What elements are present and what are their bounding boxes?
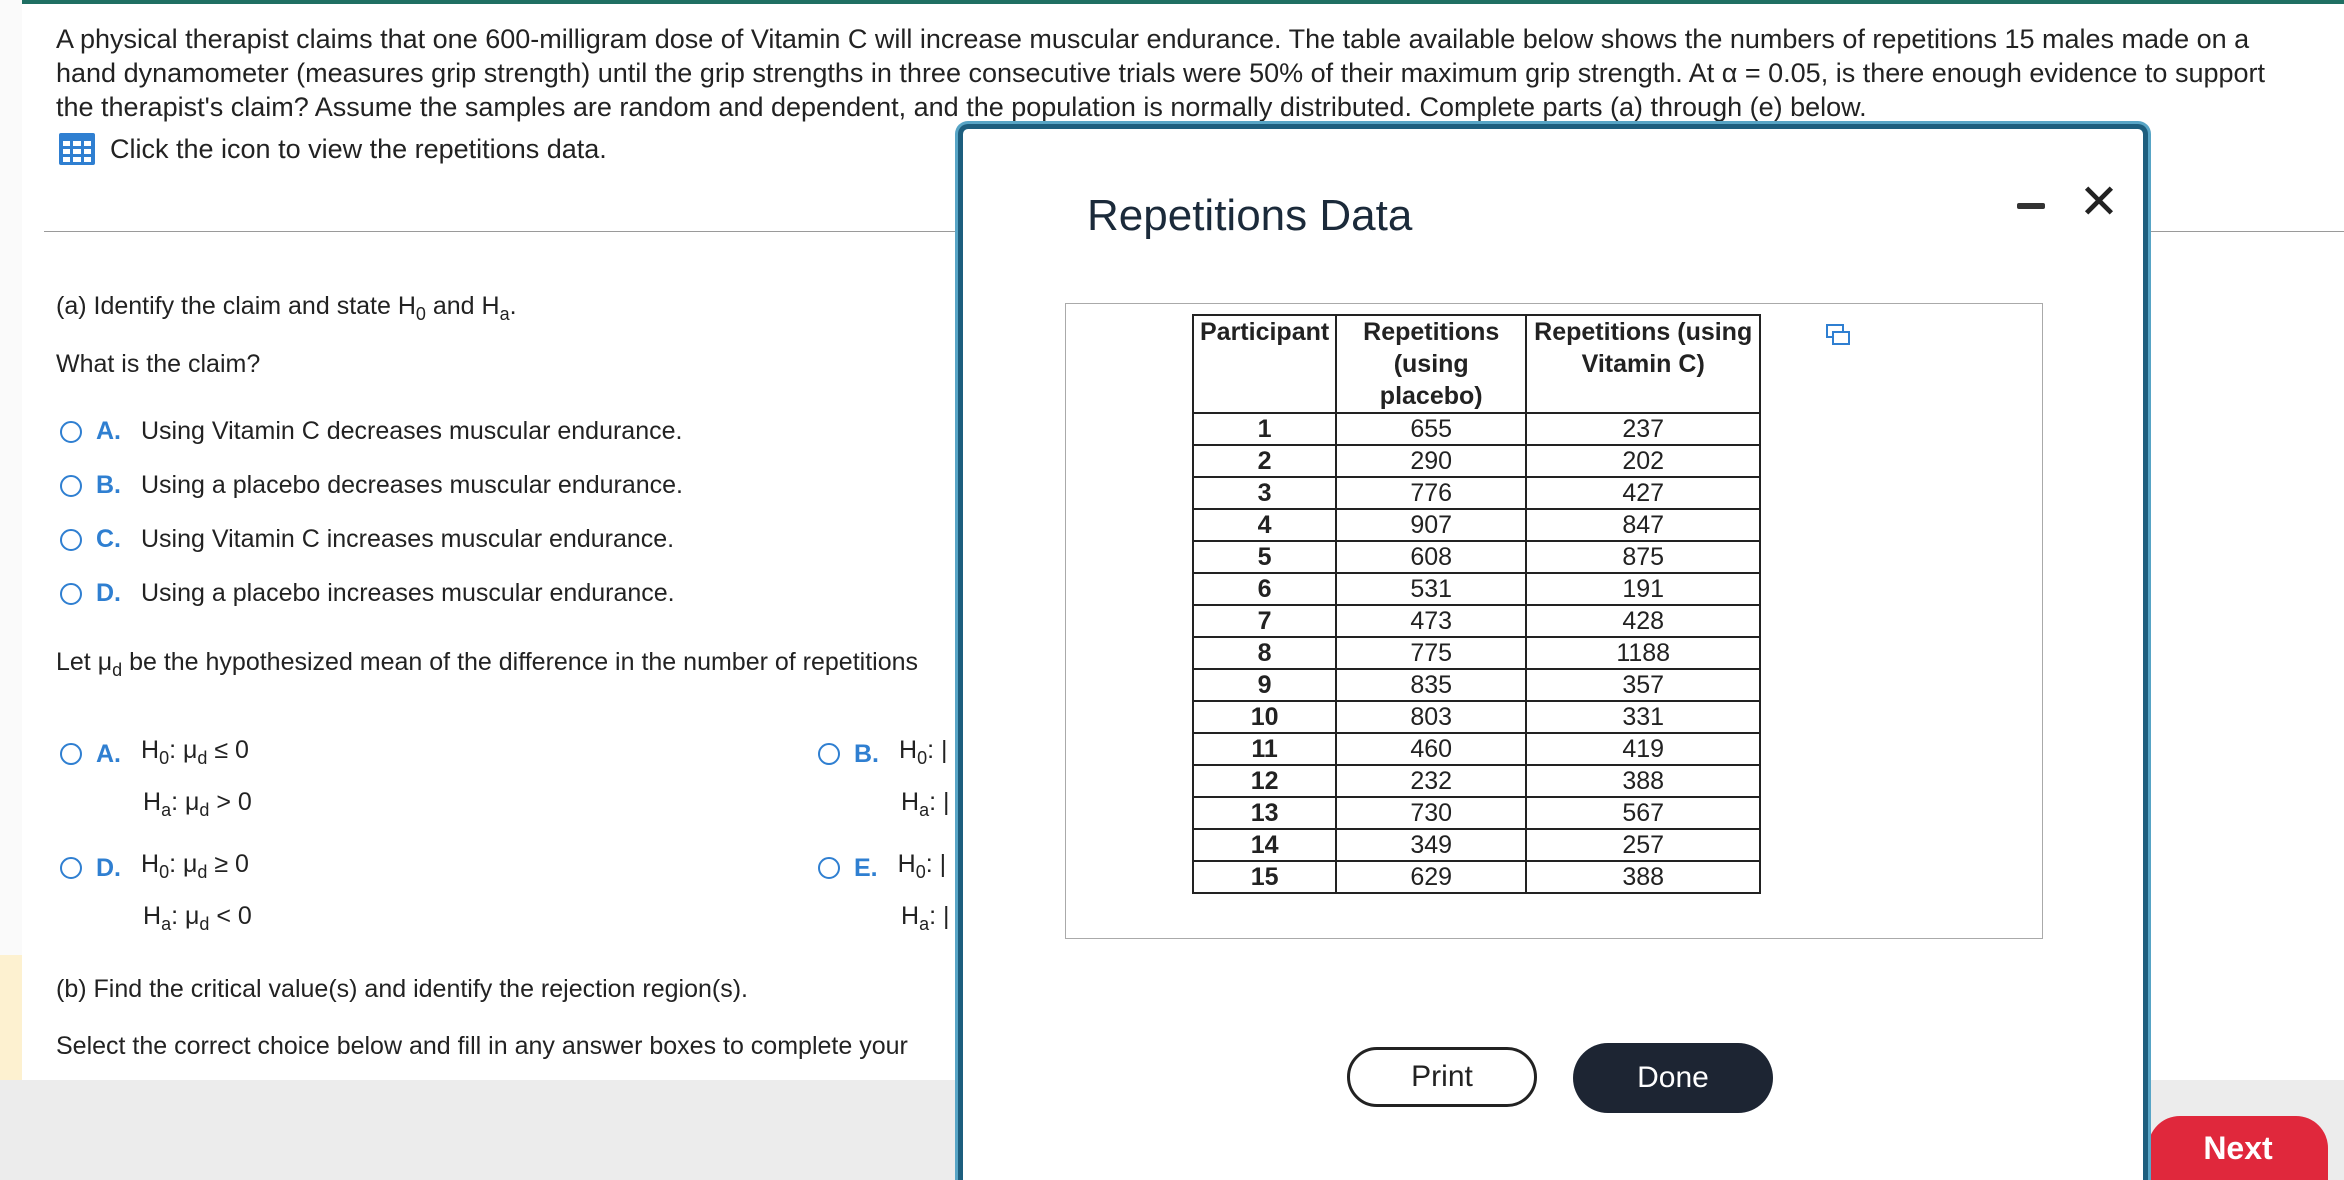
mu-symbol: μ [182, 736, 198, 764]
header-participant: Participant [1193, 315, 1336, 413]
participant-cell: 6 [1193, 573, 1336, 605]
h0-statement: $H_0$: $\mu_d \ge 0$ [141, 850, 249, 882]
participant-cell: 7 [1193, 605, 1336, 637]
participant-cell: 11 [1193, 733, 1336, 765]
part-b-heading: (b) Find the critical value(s) and identify the rejection region(s). [56, 975, 748, 1003]
radio-button[interactable] [60, 743, 82, 765]
part-a-heading: (a) Identify the claim and state $H_0$ and $H_a$. [56, 292, 517, 324]
claim-choice-a[interactable] [60, 417, 682, 446]
placebo-cell: 776 [1336, 477, 1526, 509]
table-row [1193, 829, 1760, 861]
participant-cell: 13 [1193, 797, 1336, 829]
ha-statement: $H_a$: $\mu_d > 0$ [143, 788, 252, 820]
placebo-cell: 290 [1336, 445, 1526, 477]
problem-statement: A physical therapist claims that one 600-milligram dose of Vitamin C will increase muscular endurance. The table available below shows the numbers of repetitions 15 males made on a hand dynamometer (measures grip strength) until the grip strengths in three consecutive trials were 50% of their maximum grip strength. At α = 0.05, is there enough evidence to support the therapist's claim? Assume the samples are random and dependent, and the population is normally distributed. Complete parts (a) through (e) below. [56, 24, 2266, 122]
claim-choice-c[interactable] [60, 525, 674, 554]
vitamin-c-cell: 875 [1526, 541, 1760, 573]
claim-choice-d[interactable] [60, 579, 675, 608]
placebo-cell: 730 [1336, 797, 1526, 829]
top-accent-bar [0, 0, 2344, 4]
ha-op: < 0 [209, 902, 252, 930]
vitamin-c-cell: 237 [1526, 413, 1760, 445]
claim-choice-b[interactable] [60, 471, 683, 500]
choice-letter: C. [96, 525, 121, 553]
radio-button[interactable] [60, 421, 82, 443]
choice-text: Using a placebo increases muscular endurance. [141, 579, 675, 607]
participant-cell: 15 [1193, 861, 1336, 893]
radio-button[interactable] [818, 743, 840, 765]
table-row [1193, 637, 1760, 669]
table-icon[interactable] [58, 132, 96, 166]
hyp-choice-a[interactable] [60, 728, 252, 832]
part-a-heading-text: (a) Identify the claim and state H [56, 292, 416, 320]
left-gutter-highlight [0, 955, 22, 1080]
choice-text: Using Vitamin C decreases muscular endurance. [141, 417, 683, 445]
hyp-choice-d[interactable] [60, 842, 252, 946]
header-vitamin-c: Repetitions (using Vitamin C) [1526, 315, 1760, 413]
placebo-cell: 655 [1336, 413, 1526, 445]
participant-cell: 10 [1193, 701, 1336, 733]
placebo-cell: 232 [1336, 765, 1526, 797]
participant-cell: 5 [1193, 541, 1336, 573]
done-button[interactable]: Done [1573, 1043, 1773, 1113]
part-b-instruction: Select the correct choice below and fill in any answer boxes to complete your [56, 1032, 908, 1060]
ha-op: > 0 [209, 788, 252, 816]
let-prefix: Let μ [56, 648, 113, 676]
table-body [1193, 413, 1760, 893]
placebo-cell: 803 [1336, 701, 1526, 733]
ha-statement: $H_a$: | [901, 902, 950, 934]
table-header-row [1193, 315, 1760, 413]
modal-title: Repetitions Data [1087, 191, 1413, 240]
vitamin-c-cell: 567 [1526, 797, 1760, 829]
print-button[interactable]: Print [1347, 1047, 1537, 1107]
table-row [1193, 509, 1760, 541]
placebo-cell: 907 [1336, 509, 1526, 541]
vitamin-c-cell: 191 [1526, 573, 1760, 605]
hyp-choice-b[interactable] [818, 728, 958, 832]
placebo-cell: 835 [1336, 669, 1526, 701]
table-row [1193, 797, 1760, 829]
vitamin-c-cell: 428 [1526, 605, 1760, 637]
choice-letter: B. [96, 471, 121, 499]
table-row [1193, 701, 1760, 733]
choice-letter: D. [96, 579, 121, 607]
radio-button[interactable] [60, 857, 82, 879]
choice-text: Using a placebo decreases muscular endurance. [141, 471, 683, 499]
placebo-cell: 473 [1336, 605, 1526, 637]
mu-symbol: μ [182, 850, 198, 878]
radio-button[interactable] [818, 857, 840, 879]
mu-symbol: μ [184, 788, 200, 816]
participant-cell: 12 [1193, 765, 1336, 797]
table-row [1193, 605, 1760, 637]
copy-icon[interactable] [1826, 324, 1850, 346]
part-a-heading-and: and H [425, 292, 500, 320]
participant-cell: 1 [1193, 413, 1336, 445]
placebo-cell: 775 [1336, 637, 1526, 669]
table-row [1193, 861, 1760, 893]
let-mu-d-text: Let $\mu_d$ be the hypothesized mean of the difference in the number of repetitions [56, 648, 919, 680]
data-link-text[interactable]: Click the icon to view the repetitions data. [110, 133, 607, 164]
ha-statement: $H_a$: $\mu_d < 0$ [143, 902, 252, 934]
participant-cell: 4 [1193, 509, 1336, 541]
repetitions-table [1192, 314, 1761, 894]
h0-statement: $H_0$: $\mu_d \le 0$ [141, 736, 249, 768]
vitamin-c-cell: 388 [1526, 765, 1760, 797]
participant-cell: 9 [1193, 669, 1336, 701]
choice-text: Using Vitamin C increases muscular endurance. [141, 525, 675, 553]
vitamin-c-cell: 847 [1526, 509, 1760, 541]
participant-cell: 8 [1193, 637, 1336, 669]
table-frame [1065, 303, 2043, 939]
vitamin-c-cell: 202 [1526, 445, 1760, 477]
placebo-cell: 349 [1336, 829, 1526, 861]
close-icon[interactable]: ✕ [2078, 176, 2120, 229]
mu-symbol: μ [184, 902, 200, 930]
table-row [1193, 477, 1760, 509]
vitamin-c-cell: 427 [1526, 477, 1760, 509]
choice-letter: A. [96, 417, 121, 445]
h0-op: ≥ 0 [207, 850, 249, 878]
header-placebo: Repetitions (using placebo) [1336, 315, 1526, 413]
vitamin-c-cell: 388 [1526, 861, 1760, 893]
vitamin-c-cell: 257 [1526, 829, 1760, 861]
placebo-cell: 629 [1336, 861, 1526, 893]
choice-letter: E. [854, 854, 878, 882]
table-row [1193, 413, 1760, 445]
table-row [1193, 445, 1760, 477]
choice-letter: D. [96, 854, 121, 882]
vitamin-c-cell: 419 [1526, 733, 1760, 765]
h0-statement: $H_0$: | [897, 850, 947, 882]
minimize-icon[interactable] [2011, 187, 2051, 223]
radio-button[interactable] [60, 529, 82, 551]
radio-button[interactable] [60, 583, 82, 605]
let-suffix: be the hypothesized mean of the difference in the number of repetitions [122, 648, 919, 676]
table-row [1193, 765, 1760, 797]
radio-button[interactable] [60, 475, 82, 497]
table-row [1193, 733, 1760, 765]
placebo-cell: 460 [1336, 733, 1526, 765]
table-row [1193, 669, 1760, 701]
next-button[interactable]: Next [2148, 1116, 2328, 1180]
participant-cell: 3 [1193, 477, 1336, 509]
placebo-cell: 608 [1336, 541, 1526, 573]
repetitions-data-link[interactable] [58, 132, 607, 166]
placebo-cell: 531 [1336, 573, 1526, 605]
h0-statement: $H_0$: | [899, 736, 948, 768]
claim-question: What is the claim? [56, 350, 261, 378]
choice-letter: B. [854, 740, 879, 768]
participant-cell: 2 [1193, 445, 1336, 477]
choice-letter: A. [96, 740, 121, 768]
participant-cell: 14 [1193, 829, 1336, 861]
vitamin-c-cell: 331 [1526, 701, 1760, 733]
repetitions-data-modal [958, 124, 2148, 1180]
vitamin-c-cell: 1188 [1526, 637, 1760, 669]
table-row [1193, 541, 1760, 573]
h0-op: ≤ 0 [207, 736, 249, 764]
vitamin-c-cell: 357 [1526, 669, 1760, 701]
table-row [1193, 573, 1760, 605]
hyp-choice-e[interactable] [818, 842, 958, 946]
left-gutter [0, 0, 22, 1080]
ha-statement: $H_a$: | [901, 788, 950, 820]
